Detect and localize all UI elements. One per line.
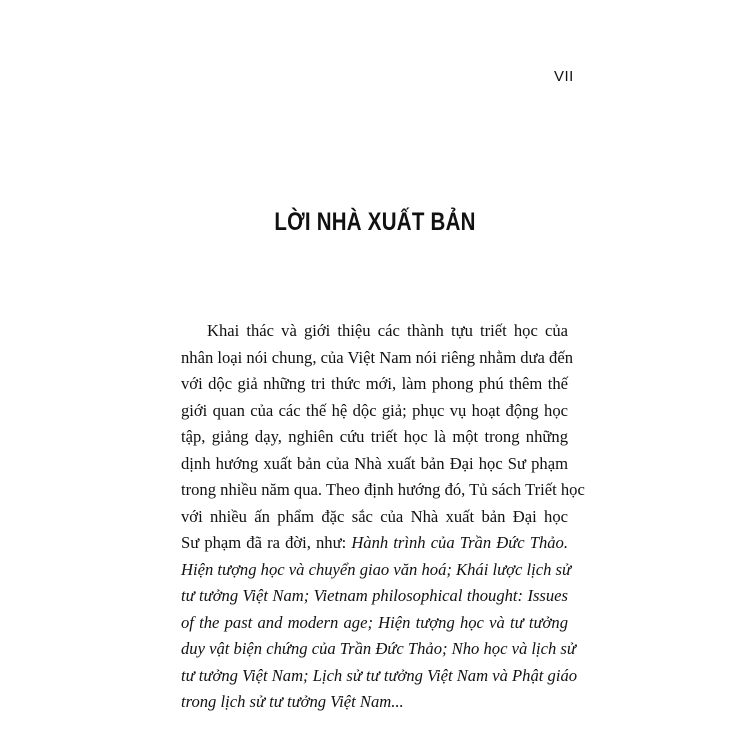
text-line xyxy=(181,663,578,690)
text-segment: với nhiều ấn phẩm đặc sắc của Nhà xuất bản Đại học xyxy=(181,506,568,526)
text-segment: nhân loại nói chung, của Việt Nam nói riêng nhằm dưa đến xyxy=(181,347,574,367)
text-line xyxy=(181,557,572,584)
text-segment: Khai thác và giới thiệu các thành tựu triết học của xyxy=(207,321,568,340)
text-line xyxy=(181,398,568,425)
italic-text-segment: tư tưởng Việt Nam; Vietnam philosophical thought: Issues xyxy=(181,586,568,605)
page-number: VII xyxy=(554,68,574,85)
text-segment: giới quan của các thế hệ dộc giả; phục vụ hoạt động học xyxy=(181,400,568,420)
text-segment: tập, giảng dạy, nghiên cứu triết học là một trong những xyxy=(181,427,568,446)
text-line xyxy=(181,689,568,716)
text-line xyxy=(181,424,568,451)
body-paragraph xyxy=(181,318,585,716)
text-segment: trong nhiều năm qua. Theo định hướng đó, Tủ sách Triết học xyxy=(181,480,585,499)
text-line xyxy=(181,345,574,372)
italic-text-segment: of the past and modern age; Hiện tượng học và tư tưởng xyxy=(181,612,568,632)
text-line xyxy=(181,318,568,345)
text-line xyxy=(181,451,568,478)
italic-text-segment: duy vật biện chứng của Trần Đức Thảo; Nho học và lịch sử xyxy=(181,639,576,658)
text-line xyxy=(181,504,568,531)
text-segment: dịnh hướng xuất bản của Nhà xuất bản Đại học Sư phạm xyxy=(181,453,568,473)
text-line xyxy=(181,583,568,610)
italic-text-segment: trong lịch sử tư tưởng Việt Nam... xyxy=(181,692,404,711)
text-line xyxy=(181,530,568,557)
text-line xyxy=(181,636,576,663)
italic-text-segment: Hành trình của Trần Đức Thảo. xyxy=(351,533,569,552)
italic-text-segment: tư tưởng Việt Nam; Lịch sử tư tưởng Việt Nam và Phật giáo xyxy=(181,665,578,685)
text-line xyxy=(181,610,568,637)
page-title: LỜI NHÀ XUẤT BẢN xyxy=(274,208,476,236)
text-line xyxy=(181,371,568,398)
text-segment: với dộc giả những tri thức mới, làm phong phú thêm thế xyxy=(181,374,568,393)
text-line xyxy=(181,477,585,504)
text-segment: Sư phạm đã ra đời, như: xyxy=(181,533,352,552)
italic-text-segment: Hiện tượng học và chuyển giao văn hoá; Khái lược lịch sử xyxy=(181,559,572,579)
